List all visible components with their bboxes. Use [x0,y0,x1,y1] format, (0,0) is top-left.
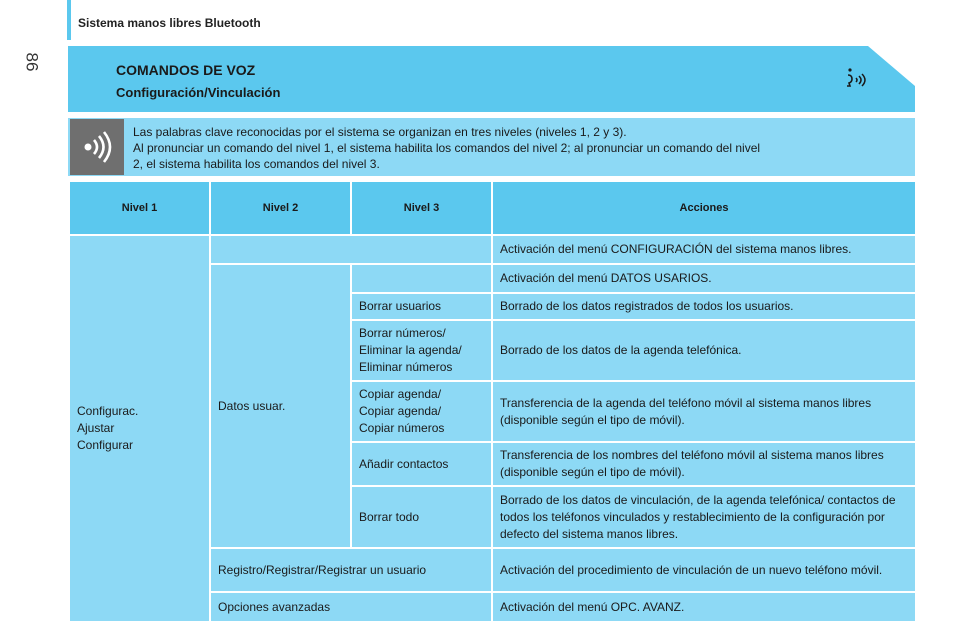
info-line: Al pronunciar un comando del nivel 1, el sistema habilita los comandos del nivel 2; al pronunciar un comando del nivel [133,141,761,155]
action-cell: Borrado de los datos registrados de todos los usuarios. [492,293,916,320]
level2-cell: Registro/Registrar/Registrar un usuario [210,548,492,592]
table-header-row [69,181,916,235]
info-line: Las palabras clave reconocidas por el sistema se organizan en tres niveles (niveles 1, 2 y 3). [133,125,627,139]
header-band [68,46,915,112]
info-line: 2, el sistema habilita los comandos del nivel 3. [133,157,380,171]
action-cell: Activación del menú CONFIGURACIÓN del sistema manos libres. [492,235,916,264]
level3-cell: Borrar todo [351,486,492,548]
header-title: COMANDOS DE VOZ [116,62,256,78]
empty-cell [351,264,492,293]
header-subtitle: Configuración/Vinculación [116,85,281,100]
action-cell: Activación del procedimiento de vinculación de un nuevo teléfono móvil. [492,548,916,592]
action-cell: Activación del menú OPC. AVANZ. [492,592,916,622]
level1-cell: Configurac. Ajustar Configurar [69,235,210,622]
header-nivel-1: Nivel 1 [69,181,210,235]
page-number: 86 [22,52,42,72]
level3-cell: Borrar números/ Eliminar la agenda/ Eliminar números [351,320,492,381]
header-acciones: Acciones [492,181,916,235]
voice-command-icon [844,66,870,92]
empty-cell [210,235,492,264]
action-cell: Transferencia de la agenda del teléfono móvil al sistema manos libres (disponible según el tipo de móvil). [492,381,916,442]
level2-cell: Datos usuar. [210,264,351,548]
table-row [69,235,916,264]
action-cell: Borrado de los datos de vinculación, de la agenda telefónica/ contactos de todos los teléfonos vinculados y restablecimiento de la configuración por defecto del sistema manos libres. [492,486,916,548]
action-cell: Transferencia de los nombres del teléfono móvil al sistema manos libres (disponible según el tipo de móvil). [492,442,916,486]
info-text [133,124,903,172]
info-icon-box [70,119,124,175]
header-nivel-2: Nivel 2 [210,181,351,235]
level2-cell: Opciones avanzadas [210,592,492,622]
speaker-icon [70,119,124,175]
level3-cell: Añadir contactos [351,442,492,486]
section-title: Sistema manos libres Bluetooth [78,16,261,30]
voice-commands-table [68,180,917,623]
header-nivel-3: Nivel 3 [351,181,492,235]
level3-cell: Borrar usuarios [351,293,492,320]
section-accent-bar [67,0,71,40]
level3-cell: Copiar agenda/ Copiar agenda/ Copiar números [351,381,492,442]
action-cell: Borrado de los datos de la agenda telefónica. [492,320,916,381]
action-cell: Activación del menú DATOS USARIOS. [492,264,916,293]
